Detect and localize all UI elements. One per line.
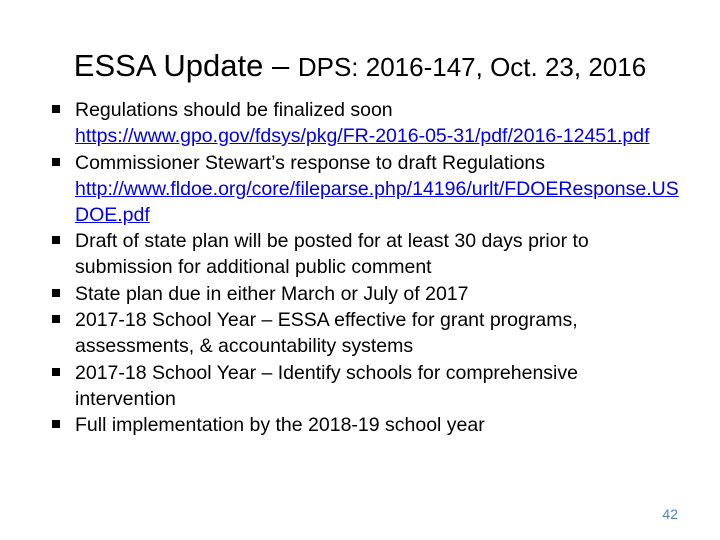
bullet-item-full-implementation (52, 412, 682, 438)
square-bullet-icon (52, 420, 60, 428)
square-bullet-icon (52, 368, 60, 376)
bullet-item-draft-plan (52, 228, 682, 280)
bullet-item-commissioner-response (52, 150, 682, 228)
bullet-text: Commissioner Stewart’s response to draft Regulations (75, 151, 546, 174)
commissioner-response-link[interactable]: http://www.fldoe.org/core/fileparse.php/14196/urlt/FDOEResponse.USDOE.pdf (75, 177, 679, 226)
bullet-list (52, 97, 682, 439)
square-bullet-icon (52, 289, 60, 297)
slide-title (0, 48, 720, 84)
bullet-item-regulations (52, 97, 682, 149)
bullet-text: 2017-18 School Year – Identify schools for comprehensive intervention (75, 361, 578, 410)
title-main: ESSA Update – (73, 48, 298, 83)
bullet-item-essa-effective (52, 307, 682, 359)
square-bullet-icon (52, 158, 60, 166)
bullet-item-state-plan-due (52, 281, 682, 307)
square-bullet-icon (52, 315, 60, 323)
bullet-text: State plan due in either March or July of 2017 (75, 282, 469, 305)
title-dps: DPS: 2016-147, Oct. 23, 2016 (297, 52, 647, 82)
bullet-text: Draft of state plan will be posted for at least 30 days prior to submission for additional public comment (75, 230, 589, 278)
bullet-item-identify-schools (52, 360, 682, 412)
bullet-text: 2017-18 School Year – ESSA effective for grant programs, assessments, & accountability systems (75, 309, 578, 357)
bullet-text: Full implementation by the 2018-19 school year (75, 414, 485, 436)
page-number: 42 (662, 506, 678, 522)
bullet-text: Regulations should be finalized soon (75, 99, 393, 121)
square-bullet-icon (52, 105, 60, 113)
regulations-link[interactable]: https://www.gpo.gov/fdsys/pkg/FR-2016-05-31/pdf/2016-12451.pdf (75, 125, 650, 147)
square-bullet-icon (52, 236, 60, 244)
